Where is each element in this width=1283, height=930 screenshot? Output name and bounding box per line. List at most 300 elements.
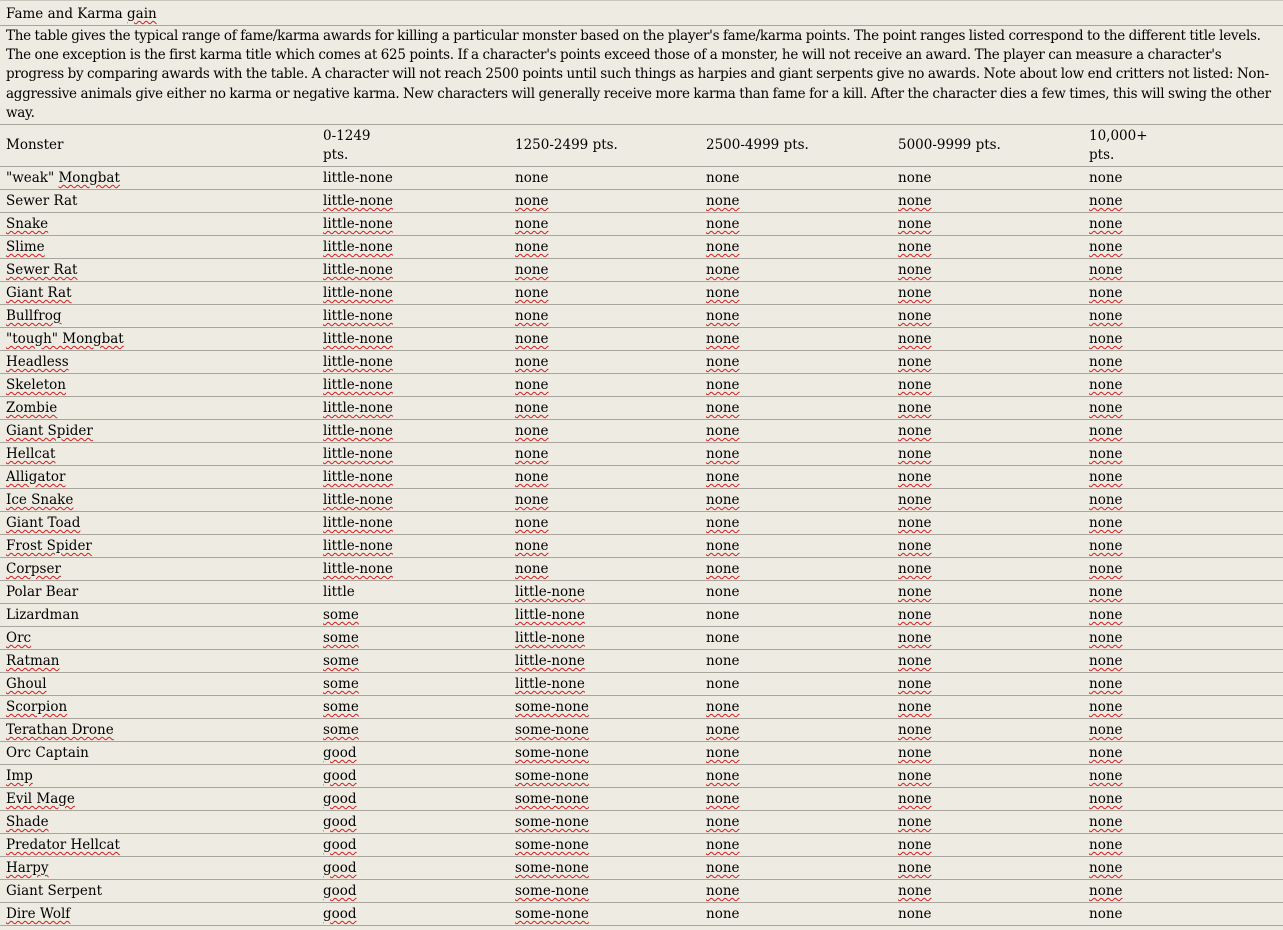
spellcheck-word[interactable]: little-none [323, 239, 393, 255]
spellcheck-word[interactable]: none [1089, 883, 1123, 899]
fame-0-1249-cell [317, 213, 509, 236]
spellcheck-word[interactable]: good [323, 860, 357, 876]
table-row [0, 236, 1283, 259]
fame-2500-4999-cell [700, 903, 892, 926]
monster-cell [0, 213, 317, 236]
fame-1250-2499-cell [509, 397, 700, 420]
spellcheck-word[interactable]: none [898, 630, 932, 646]
fame-10000-plus-cell [1083, 581, 1283, 604]
spellcheck-word[interactable]: Slime [6, 239, 45, 255]
fame-5000-9999-cell [892, 673, 1083, 696]
spellcheck-word[interactable]: none [1089, 262, 1123, 278]
spellcheck-word[interactable]: little-none [515, 653, 585, 669]
spellcheck-word[interactable]: little-none [323, 423, 393, 439]
fame-10000-plus-cell [1083, 535, 1283, 558]
table-row [0, 834, 1283, 857]
fame-10000-plus-cell [1083, 489, 1283, 512]
spellcheck-word[interactable]: none [898, 837, 932, 853]
fame-1250-2499-cell [509, 581, 700, 604]
spellcheck-word[interactable]: little-none [515, 630, 585, 646]
spellcheck-word[interactable]: Dire Wolf [6, 906, 71, 922]
table-row [0, 880, 1283, 903]
fame-1250-2499-cell [509, 466, 700, 489]
spellcheck-word[interactable]: Frost Spider [6, 538, 92, 554]
fame-5000-9999-cell [892, 627, 1083, 650]
spellcheck-word[interactable]: some [323, 722, 359, 738]
fame-0-1249-cell [317, 627, 509, 650]
spellcheck-word[interactable]: none [515, 239, 549, 255]
table-header-row [0, 125, 1283, 167]
spellcheck-word[interactable]: none [706, 515, 740, 531]
spellcheck-word[interactable]: none [1089, 745, 1123, 761]
spellcheck-word[interactable]: some-none [515, 837, 589, 853]
spellcheck-word[interactable]: none [706, 814, 740, 830]
fame-2500-4999-cell [700, 696, 892, 719]
spellcheck-word[interactable]: Harpy [6, 860, 49, 876]
fame-10000-plus-cell [1083, 328, 1283, 351]
fame-5000-9999-cell [892, 696, 1083, 719]
table-row [0, 213, 1283, 236]
cell-text: none [706, 653, 740, 669]
fame-10000-plus-cell [1083, 305, 1283, 328]
spellcheck-word[interactable]: little-none [323, 469, 393, 485]
spellcheck-word[interactable]: none [706, 538, 740, 554]
spellcheck-word[interactable]: none [1089, 446, 1123, 462]
spellcheck-word[interactable]: none [706, 262, 740, 278]
spellcheck-word[interactable]: Ratman [6, 653, 60, 669]
spellcheck-word[interactable]: none [515, 354, 549, 370]
spellcheck-word[interactable]: none [706, 446, 740, 462]
spellcheck-word[interactable]: none [1089, 676, 1123, 692]
spellcheck-word[interactable]: some [323, 653, 359, 669]
spellcheck-word[interactable]: none [898, 699, 932, 715]
fame-0-1249-cell [317, 880, 509, 903]
spellcheck-word[interactable]: none [898, 308, 932, 324]
spellcheck-word[interactable]: some-none [515, 791, 589, 807]
spellcheck-word[interactable]: good [323, 837, 357, 853]
table-row [0, 397, 1283, 420]
fame-10000-plus-cell [1083, 857, 1283, 880]
fame-2500-4999-cell [700, 328, 892, 351]
spellcheck-word[interactable]: some [323, 676, 359, 692]
spellcheck-word[interactable]: none [1089, 538, 1123, 554]
spellcheck-word[interactable]: Orc [6, 630, 32, 646]
spellcheck-word[interactable]: Ghoul [6, 676, 47, 692]
fame-5000-9999-cell [892, 466, 1083, 489]
fame-2500-4999-cell [700, 558, 892, 581]
fame-0-1249-cell [317, 834, 509, 857]
monster-cell [0, 696, 317, 719]
spellcheck-word[interactable]: none [515, 308, 549, 324]
spellcheck-word[interactable]: none [898, 216, 932, 232]
spellcheck-word[interactable]: Bullfrog [6, 308, 62, 324]
fame-1250-2499-cell [509, 673, 700, 696]
monster-cell [0, 397, 317, 420]
table-row [0, 443, 1283, 466]
spellcheck-word[interactable]: none [898, 768, 932, 784]
spellcheck-word[interactable]: Predator Hellcat [6, 837, 120, 853]
table-row [0, 259, 1283, 282]
spellcheck-word[interactable]: none [1089, 584, 1123, 600]
fame-1250-2499-cell [509, 443, 700, 466]
fame-0-1249-cell [317, 420, 509, 443]
fame-1250-2499-cell [509, 236, 700, 259]
table-body [0, 167, 1283, 926]
spellcheck-word[interactable]: none [1089, 469, 1123, 485]
fame-2500-4999-cell [700, 788, 892, 811]
table-row [0, 167, 1283, 190]
table-row [0, 788, 1283, 811]
spellcheck-word[interactable]: none [1089, 699, 1123, 715]
fame-2500-4999-cell [700, 259, 892, 282]
monster-cell [0, 627, 317, 650]
spellcheck-word[interactable]: Ice Snake [6, 492, 74, 508]
spellcheck-word[interactable]: Skeleton [6, 377, 66, 393]
table-row [0, 903, 1283, 926]
spellcheck-word[interactable]: none [898, 814, 932, 830]
fame-0-1249-cell [317, 374, 509, 397]
spellcheck-word[interactable]: none [1089, 515, 1123, 531]
spellcheck-word[interactable]: some [323, 699, 359, 715]
fame-2500-4999-cell [700, 512, 892, 535]
column-header-monster: Monster [0, 125, 317, 167]
cell-text: none [706, 170, 740, 186]
spellcheck-word[interactable]: none [706, 492, 740, 508]
spellcheck-word[interactable]: none [1089, 331, 1123, 347]
fame-10000-plus-cell [1083, 880, 1283, 903]
spellcheck-word[interactable]: none [515, 400, 549, 416]
spellcheck-word[interactable]: none [515, 285, 549, 301]
spellcheck-word[interactable]: none [1089, 860, 1123, 876]
spellcheck-word[interactable]: none [898, 745, 932, 761]
spellcheck-word[interactable]: none [515, 561, 549, 577]
spellcheck-word[interactable]: little-none [323, 193, 393, 209]
spellcheck-word[interactable]: none [706, 768, 740, 784]
spellcheck-word[interactable]: none [706, 193, 740, 209]
spellcheck-word[interactable]: Mongbat [58, 170, 120, 186]
fame-2500-4999-cell [700, 834, 892, 857]
spellcheck-word[interactable]: Imp [6, 768, 33, 784]
fame-1250-2499-cell [509, 351, 700, 374]
spellcheck-word[interactable]: none [1089, 561, 1123, 577]
spellcheck-word[interactable]: little-none [323, 561, 393, 577]
fame-10000-plus-cell [1083, 719, 1283, 742]
fame-5000-9999-cell [892, 650, 1083, 673]
monster-cell [0, 742, 317, 765]
spellcheck-word[interactable]: Shade [6, 814, 49, 830]
fame-2500-4999-cell [700, 765, 892, 788]
spellcheck-word[interactable]: none [515, 216, 549, 232]
cell-text: little [323, 584, 355, 600]
spellcheck-word[interactable]: none [1089, 354, 1123, 370]
table-row [0, 742, 1283, 765]
monster-cell [0, 489, 317, 512]
spellcheck-word[interactable]: little-none [323, 538, 393, 554]
spellcheck-word[interactable]: none [898, 791, 932, 807]
monster-cell [0, 328, 317, 351]
spellcheck-word[interactable]: none [898, 193, 932, 209]
cell-text: little-none [323, 170, 393, 186]
fame-10000-plus-cell [1083, 558, 1283, 581]
spellcheck-word[interactable]: some-none [515, 814, 589, 830]
monster-cell [0, 581, 317, 604]
spellcheck-word[interactable]: none [706, 561, 740, 577]
fame-2500-4999-cell [700, 857, 892, 880]
fame-1250-2499-cell [509, 604, 700, 627]
fame-5000-9999-cell [892, 857, 1083, 880]
table-row [0, 857, 1283, 880]
spellcheck-word[interactable]: little-none [323, 377, 393, 393]
table-row [0, 190, 1283, 213]
fame-5000-9999-cell [892, 190, 1083, 213]
spellcheck-word[interactable]: none [515, 377, 549, 393]
spellcheck-word[interactable]: none [1089, 377, 1123, 393]
fame-5000-9999-cell [892, 374, 1083, 397]
monster-cell [0, 903, 317, 926]
table-row [0, 374, 1283, 397]
spellcheck-word[interactable]: little-none [323, 331, 393, 347]
fame-0-1249-cell [317, 811, 509, 834]
spellcheck-word[interactable]: none [898, 354, 932, 370]
spellcheck-word[interactable]: none [898, 469, 932, 485]
fame-5000-9999-cell [892, 604, 1083, 627]
spellcheck-word[interactable]: none [898, 860, 932, 876]
spellcheck-word[interactable]: none [706, 285, 740, 301]
cell-text: none [706, 676, 740, 692]
spellcheck-word[interactable]: little-none [323, 216, 393, 232]
table-row [0, 535, 1283, 558]
spellcheck-word[interactable]: none [515, 262, 549, 278]
spellcheck-word[interactable]: none [706, 883, 740, 899]
fame-0-1249-cell [317, 581, 509, 604]
spellcheck-word[interactable]: "tough" Mongbat [6, 331, 124, 347]
spellcheck-word[interactable]: none [1089, 285, 1123, 301]
spellcheck-word[interactable]: Giant Toad [6, 515, 81, 531]
spellcheck-word[interactable]: little-none [515, 607, 585, 623]
spellcheck-word[interactable]: none [1089, 492, 1123, 508]
spellcheck-word[interactable]: none [898, 676, 932, 692]
fame-1250-2499-cell [509, 696, 700, 719]
spellcheck-word[interactable]: good [323, 814, 357, 830]
fame-5000-9999-cell [892, 420, 1083, 443]
spellcheck-word[interactable]: none [515, 193, 549, 209]
spellcheck-word[interactable]: good [323, 768, 357, 784]
spellcheck-word[interactable]: none [1089, 239, 1123, 255]
spellcheck-word[interactable]: none [898, 239, 932, 255]
spellcheck-word[interactable]: little-none [323, 446, 393, 462]
spellcheck-word[interactable]: some-none [515, 745, 589, 761]
fame-5000-9999-cell [892, 535, 1083, 558]
spellcheck-word[interactable]: none [1089, 423, 1123, 439]
spellcheck-word[interactable]: some [323, 630, 359, 646]
spellcheck-word[interactable]: none [1089, 791, 1123, 807]
fame-5000-9999-cell [892, 443, 1083, 466]
spellcheck-word[interactable]: none [515, 469, 549, 485]
spellcheck-word[interactable]: none [706, 354, 740, 370]
fame-1250-2499-cell [509, 558, 700, 581]
spellcheck-word[interactable]: none [898, 515, 932, 531]
spellcheck-word[interactable]: none [706, 400, 740, 416]
spellcheck-word[interactable]: none [1089, 630, 1123, 646]
spellcheck-word[interactable]: none [898, 584, 932, 600]
spellcheck-word[interactable]: Headless [6, 354, 69, 370]
spellcheck-word[interactable]: none [706, 699, 740, 715]
spellcheck-word[interactable]: good [323, 791, 357, 807]
spellcheck-word[interactable]: good [323, 745, 357, 761]
spellcheck-word[interactable]: Corpser [6, 561, 61, 577]
spellcheck-word[interactable]: none [898, 653, 932, 669]
spellcheck-word[interactable]: none [706, 837, 740, 853]
fame-10000-plus-cell [1083, 673, 1283, 696]
spellcheck-word[interactable]: none [1089, 837, 1123, 853]
monster-cell [0, 282, 317, 305]
cell-text: none [706, 607, 740, 623]
spellcheck-word[interactable]: none [898, 285, 932, 301]
table-row [0, 466, 1283, 489]
fame-5000-9999-cell [892, 167, 1083, 190]
spellcheck-word[interactable]: little-none [323, 354, 393, 370]
spellcheck-word[interactable]: none [1089, 722, 1123, 738]
fame-5000-9999-cell [892, 581, 1083, 604]
spellcheck-word[interactable]: none [515, 538, 549, 554]
spellcheck-word[interactable]: none [898, 400, 932, 416]
fame-5000-9999-cell [892, 397, 1083, 420]
fame-5000-9999-cell [892, 282, 1083, 305]
spellcheck-word[interactable]: Alligator [6, 469, 66, 485]
spellcheck-word[interactable]: gain [127, 6, 157, 22]
fame-2500-4999-cell [700, 673, 892, 696]
spellcheck-word[interactable]: some-none [515, 860, 589, 876]
spellcheck-word[interactable]: Zombie [6, 400, 58, 416]
spellcheck-word[interactable]: none [1089, 814, 1123, 830]
spellcheck-word[interactable]: little-none [323, 400, 393, 416]
cell-text: Lizardman [6, 607, 80, 623]
fame-0-1249-cell [317, 259, 509, 282]
monster-cell [0, 374, 317, 397]
cell-text: none [515, 170, 549, 186]
spellcheck-word[interactable]: none [1089, 653, 1123, 669]
spellcheck-word[interactable]: Terathan Drone [6, 722, 114, 738]
fame-10000-plus-cell [1083, 420, 1283, 443]
spellcheck-word[interactable]: none [898, 262, 932, 278]
fame-10000-plus-cell [1083, 765, 1283, 788]
spellcheck-word[interactable]: none [898, 331, 932, 347]
fame-1250-2499-cell [509, 765, 700, 788]
spellcheck-word[interactable]: none [1089, 308, 1123, 324]
fame-0-1249-cell [317, 857, 509, 880]
spellcheck-word[interactable]: none [898, 377, 932, 393]
spellcheck-word[interactable]: Hellcat [6, 446, 56, 462]
spellcheck-word[interactable]: little-none [323, 492, 393, 508]
fame-1250-2499-cell [509, 880, 700, 903]
spellcheck-word[interactable]: some-none [515, 906, 589, 922]
spellcheck-word[interactable]: Sewer Rat [6, 262, 78, 278]
spellcheck-word[interactable]: none [706, 377, 740, 393]
spellcheck-word[interactable]: good [323, 906, 357, 922]
fame-0-1249-cell [317, 167, 509, 190]
spellcheck-word[interactable]: Snake [6, 216, 49, 232]
spellcheck-word[interactable]: Giant Rat [6, 285, 72, 301]
spellcheck-word[interactable]: some-none [515, 722, 589, 738]
spellcheck-word[interactable]: none [706, 469, 740, 485]
monster-cell [0, 880, 317, 903]
spellcheck-word[interactable]: none [515, 423, 549, 439]
spellcheck-word[interactable]: none [706, 745, 740, 761]
spellcheck-word[interactable]: Giant Spider [6, 423, 93, 439]
document-heading: Fame and Karma gain [6, 6, 157, 22]
fame-1250-2499-cell [509, 903, 700, 926]
spellcheck-word[interactable]: none [898, 538, 932, 554]
fame-0-1249-cell [317, 719, 509, 742]
fame-0-1249-cell [317, 696, 509, 719]
fame-2500-4999-cell [700, 282, 892, 305]
monster-cell [0, 443, 317, 466]
fame-0-1249-cell [317, 650, 509, 673]
spellcheck-word[interactable]: none [515, 515, 549, 531]
fame-2500-4999-cell [700, 581, 892, 604]
spellcheck-word[interactable]: none [706, 239, 740, 255]
spellcheck-word[interactable]: some-none [515, 883, 589, 899]
spellcheck-word[interactable]: Scorpion [6, 699, 68, 715]
spellcheck-word[interactable]: none [515, 331, 549, 347]
spellcheck-word[interactable]: none [898, 607, 932, 623]
spellcheck-word[interactable]: none [515, 446, 549, 462]
spellcheck-word[interactable]: none [515, 492, 549, 508]
monster-cell [0, 834, 317, 857]
table-row [0, 765, 1283, 788]
spellcheck-word[interactable]: none [898, 446, 932, 462]
heading-divider [0, 25, 1283, 26]
spellcheck-word[interactable]: none [706, 791, 740, 807]
spellcheck-word[interactable]: none [706, 308, 740, 324]
spellcheck-word[interactable]: good [323, 883, 357, 899]
column-header-5000-9999: 5000-9999 pts. [892, 125, 1083, 167]
spellcheck-word[interactable]: little-none [323, 262, 393, 278]
spellcheck-word[interactable]: none [898, 883, 932, 899]
spellcheck-word[interactable]: none [706, 216, 740, 232]
monster-cell [0, 236, 317, 259]
spellcheck-word[interactable]: little-none [515, 676, 585, 692]
spellcheck-word[interactable]: Evil Mage [6, 791, 75, 807]
spellcheck-word[interactable]: none [1089, 400, 1123, 416]
spellcheck-word[interactable]: none [1089, 607, 1123, 623]
fame-2500-4999-cell [700, 213, 892, 236]
spellcheck-word[interactable]: none [706, 331, 740, 347]
spellcheck-word[interactable]: some [323, 607, 359, 623]
table-row [0, 696, 1283, 719]
monster-cell [0, 857, 317, 880]
spellcheck-word[interactable]: none [1089, 216, 1123, 232]
fame-1250-2499-cell [509, 627, 700, 650]
spellcheck-word[interactable]: none [706, 722, 740, 738]
cell-text: none [898, 170, 932, 186]
spellcheck-word[interactable]: none [898, 492, 932, 508]
spellcheck-word[interactable]: none [898, 561, 932, 577]
spellcheck-word[interactable]: some-none [515, 699, 589, 715]
spellcheck-word[interactable]: little-none [515, 584, 585, 600]
spellcheck-word[interactable]: little-none [323, 285, 393, 301]
spellcheck-word[interactable]: none [898, 423, 932, 439]
spellcheck-word[interactable]: some-none [515, 768, 589, 784]
spellcheck-word[interactable]: little-none [323, 515, 393, 531]
spellcheck-word[interactable]: none [898, 722, 932, 738]
spellcheck-word[interactable]: none [706, 423, 740, 439]
spellcheck-word[interactable]: none [706, 860, 740, 876]
table-row [0, 811, 1283, 834]
spellcheck-word[interactable]: little-none [323, 308, 393, 324]
spellcheck-word[interactable]: none [1089, 193, 1123, 209]
spellcheck-word[interactable]: none [1089, 768, 1123, 784]
